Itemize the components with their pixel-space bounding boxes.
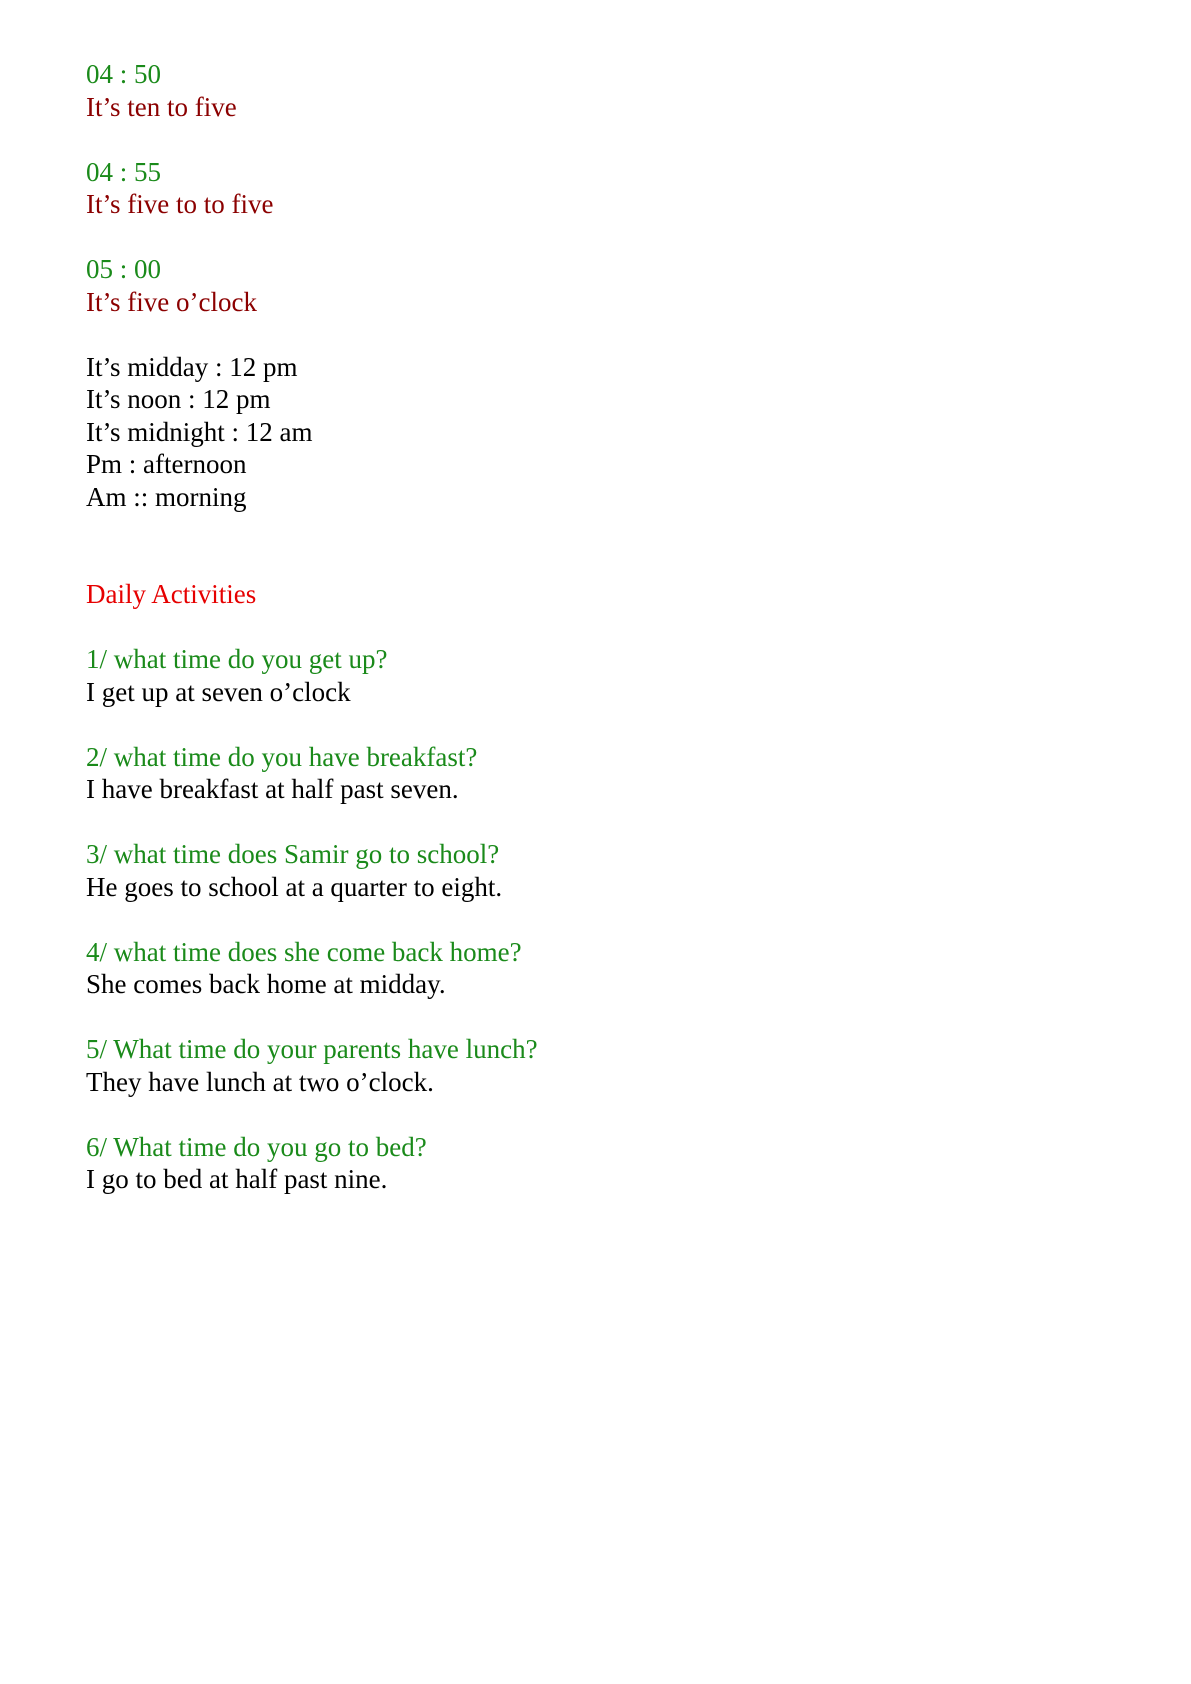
activity-item	[86, 1033, 1086, 1098]
activity-answer: I get up at seven o’clock	[86, 676, 351, 707]
activity-answer: I have breakfast at half past seven.	[86, 774, 459, 804]
note-line: It’s noon : 12 pm	[86, 384, 271, 414]
activity-item	[86, 838, 1086, 903]
time-value: 04 : 55	[86, 156, 162, 187]
activity-question: 2/ what time do you have breakfast?	[86, 741, 478, 772]
activity-question: 4/ what time does she come back home?	[86, 936, 522, 967]
time-phrase: It’s five to to five	[86, 189, 274, 219]
activity-item	[86, 741, 1086, 806]
note-line: It’s midnight : 12 am	[86, 416, 313, 447]
activity-question: 3/ what time does Samir go to school?	[86, 839, 500, 869]
section-title: Daily Activities	[86, 579, 257, 609]
note-line: Am :: morning	[86, 481, 247, 512]
time-phrase: It’s ten to five	[86, 91, 237, 122]
activity-item	[86, 643, 1086, 708]
time-block	[86, 58, 1086, 123]
activity-item	[86, 936, 1086, 1001]
activity-item	[86, 1131, 1086, 1196]
activity-question: 1/ what time do you get up?	[86, 644, 388, 674]
activity-answer: She comes back home at midday.	[86, 969, 446, 999]
document-page	[86, 58, 1086, 1196]
notes-list	[86, 351, 1086, 514]
activity-answer: I go to bed at half past nine.	[86, 1164, 388, 1194]
note-line: Pm : afternoon	[86, 449, 247, 479]
activity-question: 5/ What time do your parents have lunch?	[86, 1034, 538, 1064]
time-value: 05 : 00	[86, 254, 162, 284]
note-line: It’s midday : 12 pm	[86, 351, 298, 382]
activity-answer: They have lunch at two o’clock.	[86, 1066, 434, 1097]
time-block	[86, 253, 1086, 318]
activity-question: 6/ What time do you go to bed?	[86, 1131, 427, 1162]
time-value: 04 : 50	[86, 59, 162, 89]
time-phrase: It’s five o’clock	[86, 286, 257, 317]
activity-answer: He goes to school at a quarter to eight.	[86, 871, 503, 902]
time-block	[86, 156, 1086, 221]
